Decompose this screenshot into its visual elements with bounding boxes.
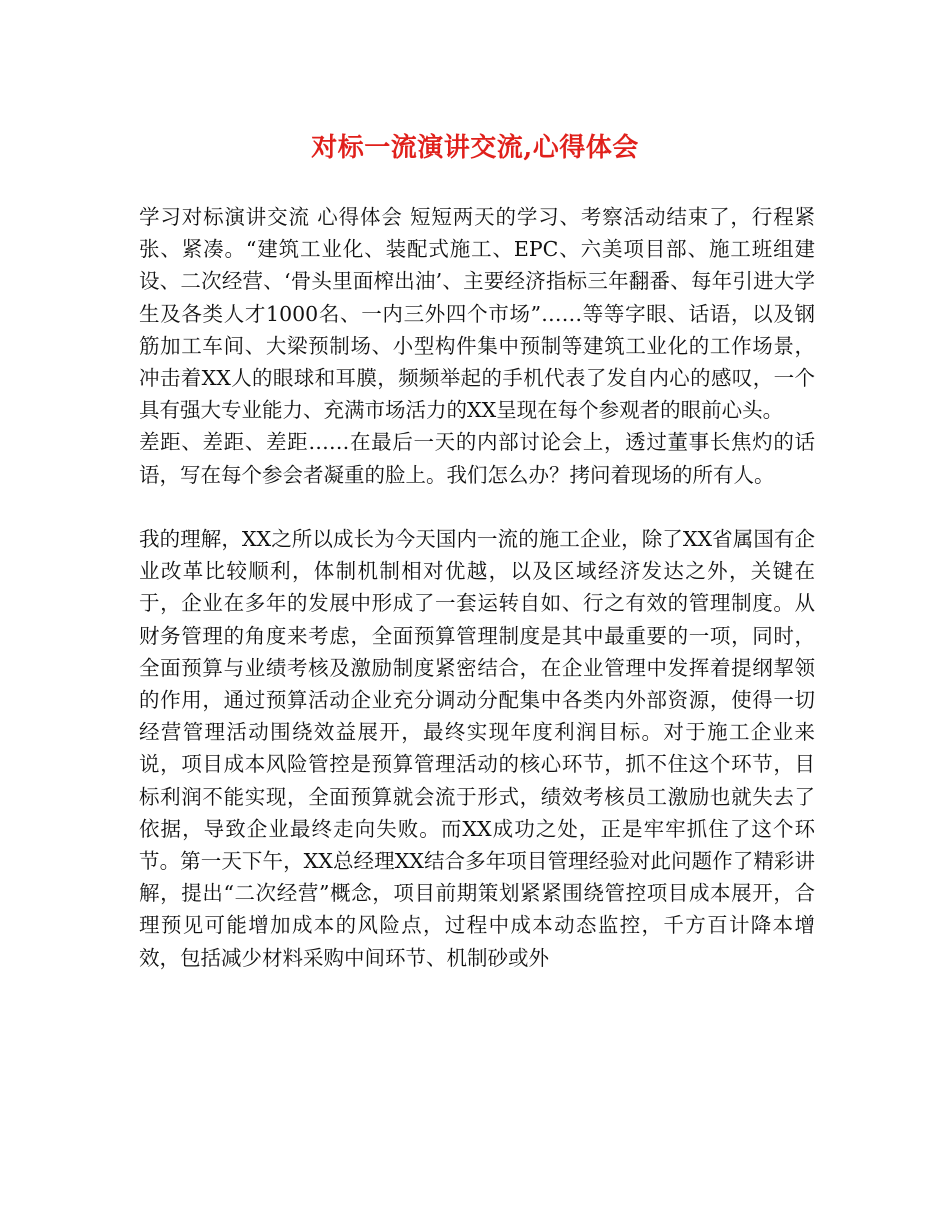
paragraph-2: 差距、差距、差距……在最后一天的内部讨论会上，透过董事长焦灼的话语，写在每个参会者凝重的脸上。我们怎么办？拷问着现场的所有人。 [139, 430, 815, 487]
paragraph-spacer [139, 491, 815, 523]
document-title: 对标一流演讲交流,心得体会 [311, 133, 639, 163]
paragraph-3: 我的理解，XX之所以成长为今天国内一流的施工企业，除了XX省属国有企业改革比较顺利，体制机制相对优越，以及区域经济发达之外，关键在于，企业在多年的发展中形成了一套运转自如、行之有效的管理制度。从财务管理的角度来考虑，全面预算管理制度是其中最重要的一项，同时，全面预算与业绩考核及激励制度紧密结合，在企业管理中发挥着提纲挈领的作用，通过预算活动企业充分调动分配集中各类内外部资源，使得一切经营管理活动围绕效益展开，最终实现年度利润目标。对于施工企业来说，项目成本风险管控是预算管理活动的核心环节，抓不住这个环节，目标利润不能实现，全面预算就会流于形式，绩效考核员工激励也就失去了依据，导致企业最终走向失败。而XX成功之处，正是牢牢抓住了这个环节。第一天下午，XX总经理XX结合多年项目管理经验对此问题作了精彩讲解，提出“二次经营”概念，项目前期策划紧紧围绕管控项目成本展开，合理预见可能增加成本的风险点，过程中成本动态监控，千方百计降本增效，包括减少材料采购中间环节、机制砂或外 [139, 527, 815, 970]
paragraph-1: 学习对标演讲交流 心得体会 短短两天的学习、考察活动结束了，行程紧张、紧凑。“建筑工业化、装配式施工、EPC、六美项目部、施工班组建设、二次经营、‘骨头里面榨出油’、主要经济指标三年翻番、每年引进大学生及各类人才1000名、一内三外四个市场”……等等字眼、话语，以及钢筋加工车间、大梁预制场、小型构件集中预制等建筑工业化的工作场景，冲击着XX人的眼球和耳膜，频频举起的手机代表了发自内心的感叹，一个具有强大专业能力、充满市场活力的XX呈现在每个参观者的眼前心头。 [139, 205, 815, 423]
document-body [139, 201, 815, 974]
